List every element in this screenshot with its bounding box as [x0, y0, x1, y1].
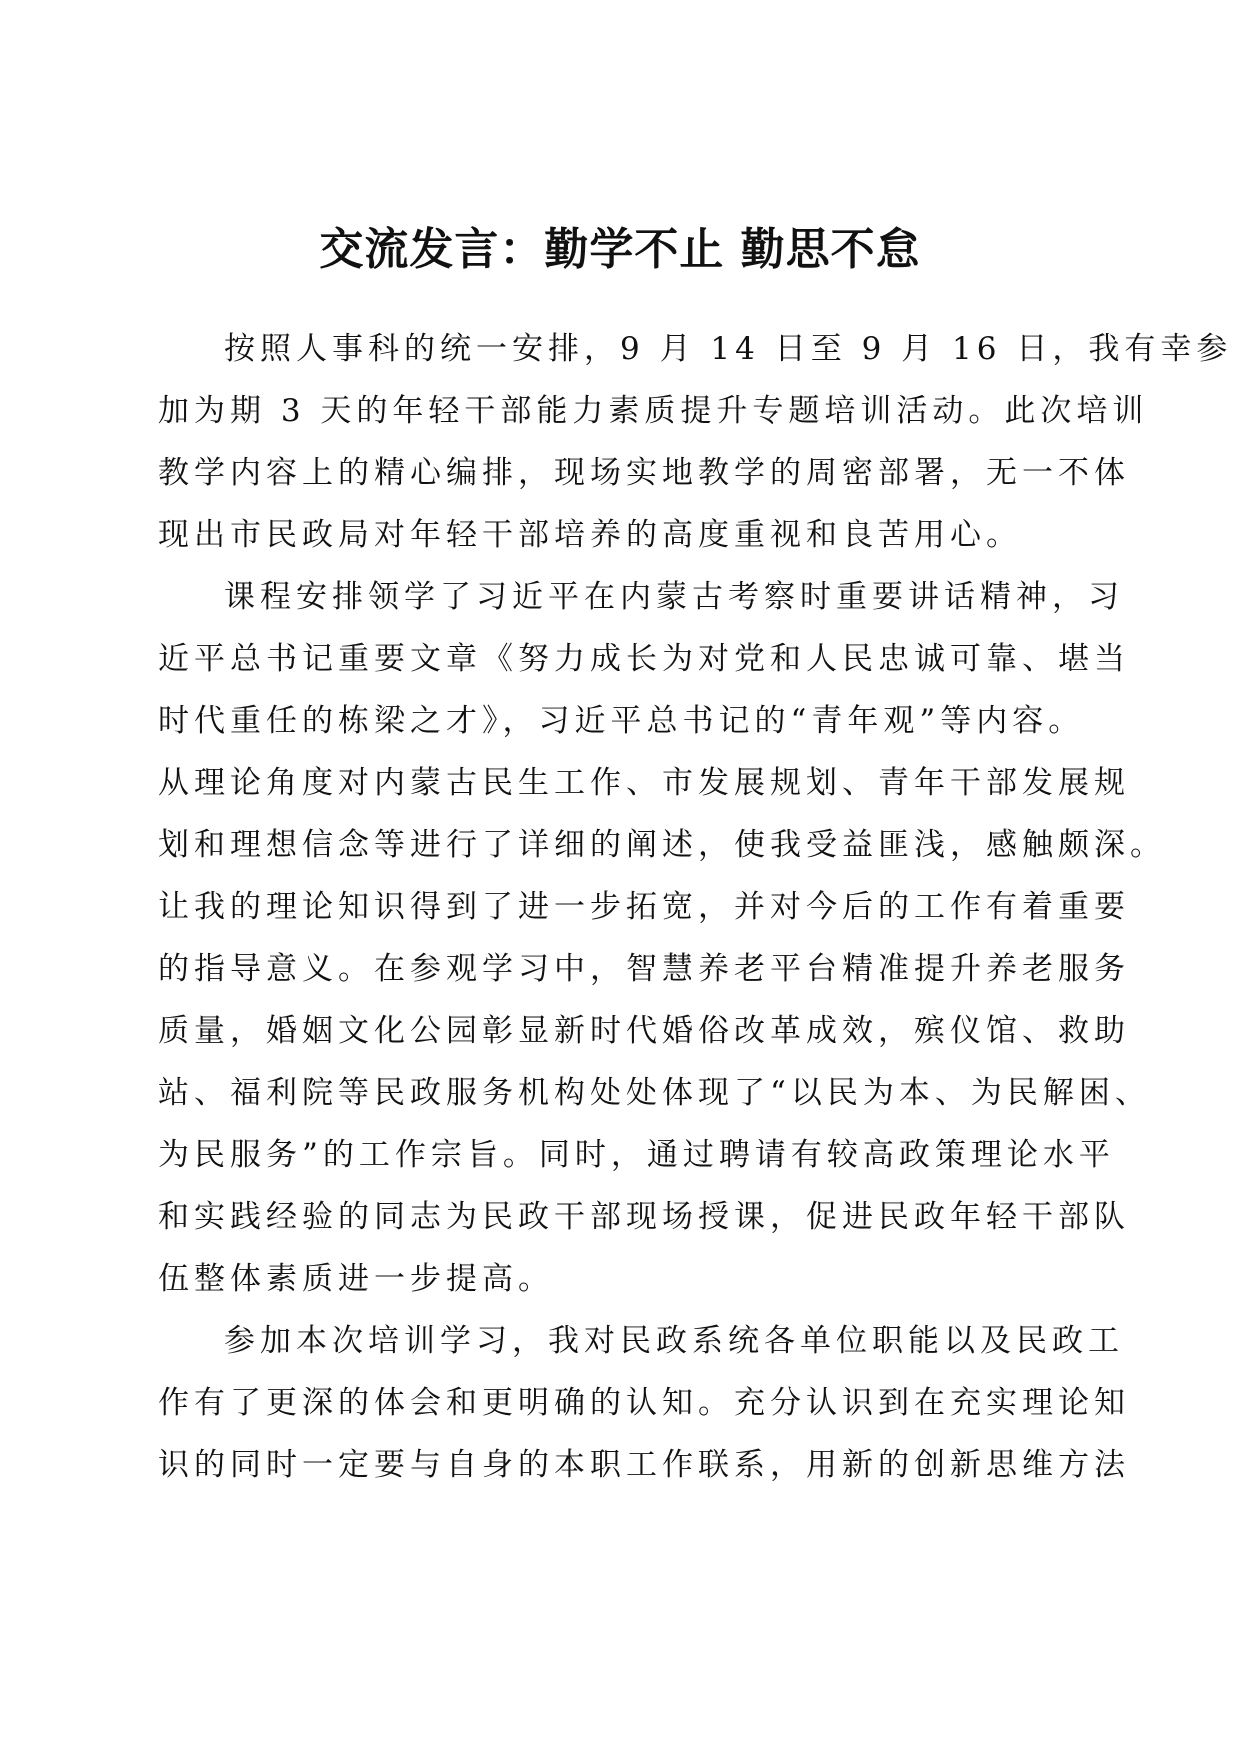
text-line: 让我的理论知识得到了进一步拓宽，并对今后的工作有着重要: [158, 889, 1130, 925]
text-line: 的指导意义。在参观学习中，智慧养老平台精准提升养老服务: [158, 951, 1130, 987]
text-line: 为民服务”的工作宗旨。同时，通过聘请有较高政策理论水平: [158, 1137, 1115, 1173]
text-line: 和实践经验的同志为民政干部现场授课，促进民政年轻干部队: [158, 1199, 1130, 1235]
text-line: 按照人事科的统一安排，9 月 14 日至 9 月 16 日，我有幸参: [224, 331, 1233, 367]
text-line: 划和理想信念等进行了详细的阐述，使我受益匪浅，感触颇深。: [158, 827, 1166, 863]
text-line: 从理论角度对内蒙古民生工作、市发展规划、青年干部发展规: [158, 765, 1130, 801]
paragraph-3: [158, 1310, 1130, 1496]
document-body: [158, 318, 1233, 1496]
text-line: 课程安排领学了习近平在内蒙古考察时重要讲话精神，习: [224, 579, 1124, 615]
text-line: 近平总书记重要文章《努力成长为对党和人民忠诚可靠、堪当: [158, 641, 1130, 677]
text-line: 伍整体素质进一步提高。: [158, 1261, 554, 1297]
text-line: 站、福利院等民政服务机构处处体现了“以民为本、为民解困、: [158, 1075, 1151, 1111]
text-line: 加为期 3 天的年轻干部能力素质提升专题培训活动。此次培训: [158, 393, 1149, 429]
text-line: 质量，婚姻文化公园彰显新时代婚俗改革成效，殡仪馆、救助: [158, 1013, 1130, 1049]
text-line: 现出市民政局对年轻干部培养的高度重视和良苦用心。: [158, 517, 1022, 553]
document-title: 交流发言：勤学不止 勤思不怠: [319, 224, 921, 275]
text-line: 教学内容上的精心编排，现场实地教学的周密部署，无一不体: [158, 455, 1130, 491]
paragraph-2: [158, 566, 1166, 1310]
paragraph-1: [158, 318, 1233, 566]
text-line: 识的同时一定要与自身的本职工作联系，用新的创新思维方法: [158, 1447, 1130, 1483]
text-line: 时代重任的栋梁之才》，习近平总书记的“青年观”等内容。: [158, 703, 1085, 739]
text-line: 参加本次培训学习，我对民政系统各单位职能以及民政工: [224, 1323, 1124, 1359]
text-line: 作有了更深的体会和更明确的认知。充分认识到在充实理论知: [158, 1385, 1130, 1421]
